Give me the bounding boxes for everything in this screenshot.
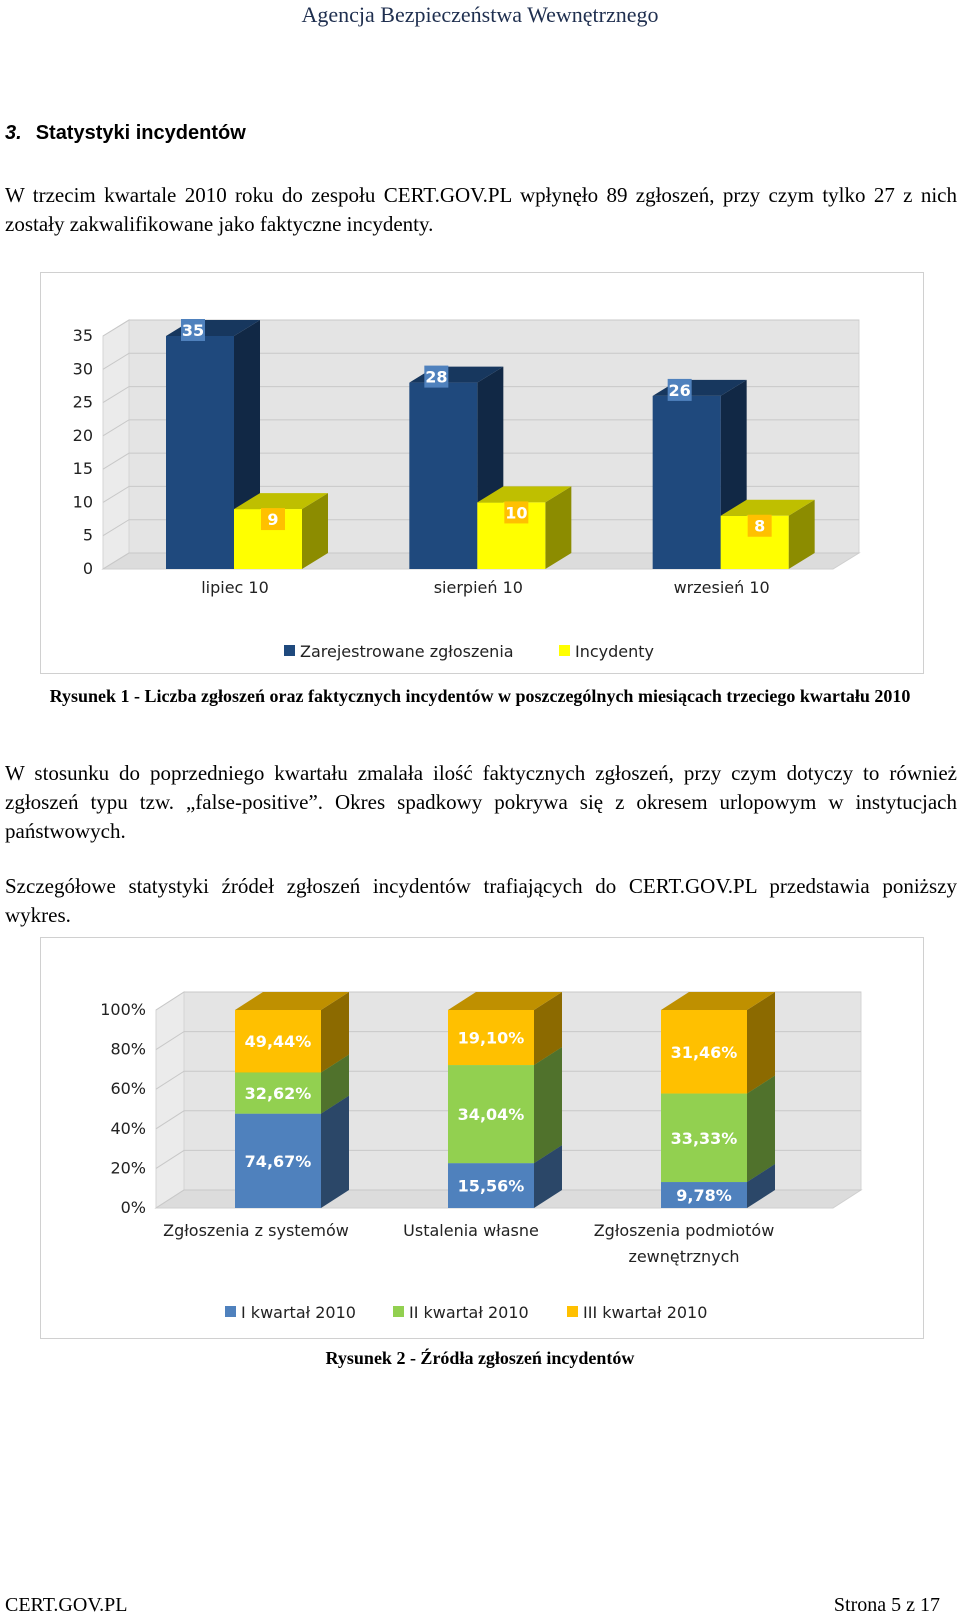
figure2-caption: Rysunek 2 - Źródła zgłoszeń incydentów [325,1348,635,1368]
y-tick-label: 0 [82,559,93,578]
comparison-paragraph: W stosunku do poprzedniego kwartału zmalała ilość faktycznych zgłoszeń, przy czym dotyczy to również zgłoszeń typu tzw. „false-positive”. Okres spadkowy pokrywa się z okresem urlopowym w instytucjach państwowych. [5,761,957,843]
legend-label: Incydenty [575,642,655,661]
chart1-frame [40,272,924,674]
y-tick-label: 0% [120,1198,146,1217]
legend-swatch [225,1306,236,1317]
chart-side-wall [103,320,129,569]
segment-label: 49,44% [244,1032,312,1052]
legend-swatch [284,645,295,656]
chart2-svg [41,938,923,1338]
y-tick-label: 60% [110,1079,146,1099]
segment-label: 74,67% [244,1151,312,1171]
chart1-svg [41,273,923,673]
segment-label: 15,56% [457,1176,525,1196]
data-label: 35 [181,321,205,340]
segment-label: 9,78% [676,1186,732,1206]
legend-label: I kwartał 2010 [241,1303,356,1322]
data-label: 10 [505,503,528,523]
y-tick-label: 40% [110,1118,146,1138]
legend-swatch [393,1306,404,1317]
x-tick-label: sierpień 10 [433,578,523,597]
segment-label: 34,04% [457,1105,525,1125]
intro-paragraph: W trzecim kwartale 2010 roku do zespołu CERT.GOV.PL wpłynęło 89 zgłoszeń, przy czym tylko 27 z nich zostały zakwalifikowane jako faktyczne incydenty. [5,183,957,236]
x-tick-label: lipiec 10 [201,578,269,597]
x-tick-label: Ustalenia własne [403,1221,539,1240]
data-label: 9 [267,510,279,530]
y-tick-label: 10 [72,492,93,512]
section-number: 3. [5,122,22,144]
chart2-frame [40,937,924,1339]
sources-paragraph: Szczegółowe statystyki źródeł zgłoszeń incydentów trafiających do CERT.GOV.PL przedstawia poniższy wykres. [5,874,957,927]
figure1-caption: Rysunek 1 - Liczba zgłoszeń oraz faktycznych incydentów w poszczególnych miesiącach trzeciego kwartału 2010 [49,686,911,706]
section-heading [5,122,246,145]
bar-registered [409,383,477,569]
x-tick-label: Zgłoszenia podmiotów [593,1221,775,1240]
y-tick-label: 20% [110,1158,146,1178]
stack-segment-q1-side [321,1096,349,1208]
segment-label: 32,62% [244,1084,312,1104]
x-tick-label: wrzesień 10 [673,578,770,597]
y-tick-label: 15 [72,459,93,479]
y-tick-label: 25 [72,392,93,412]
segment-label: 31,46% [670,1042,738,1062]
y-tick-label: 20 [72,425,93,445]
legend-label: Zarejestrowane zgłoszenia [300,642,514,661]
legend-swatch [567,1306,578,1317]
section-title: Statystyki incydentów [35,122,246,144]
footer-right: Strona 5 z 17 [833,1594,940,1616]
segment-label: 33,33% [670,1128,738,1148]
data-label: 26 [668,380,691,400]
y-tick-label: 35 [72,326,93,345]
bar-registered [653,396,721,569]
y-tick-label: 80% [110,1039,146,1059]
stack-segment-q2-side [534,1047,562,1163]
x-tick-label-cont: zewnętrznych [628,1247,740,1266]
running-header: Agencja Bezpieczeństwa Wewnętrznego [301,2,659,27]
y-tick-label: 5 [82,525,93,545]
legend-label: III kwartał 2010 [583,1303,708,1322]
data-label: 8 [754,516,766,536]
footer-left: CERT.GOV.PL [5,1594,128,1616]
legend-swatch [559,645,570,656]
data-label: 28 [425,367,448,387]
bar-registered [166,336,234,569]
stack-segment-q2-side [747,1076,775,1182]
segment-label: 19,10% [457,1028,525,1048]
chart-side-wall [156,992,184,1208]
x-tick-label: Zgłoszenia z systemów [163,1221,349,1240]
legend-label: II kwartał 2010 [409,1303,529,1322]
y-tick-label: 100% [100,1000,146,1019]
y-tick-label: 30 [72,359,93,379]
